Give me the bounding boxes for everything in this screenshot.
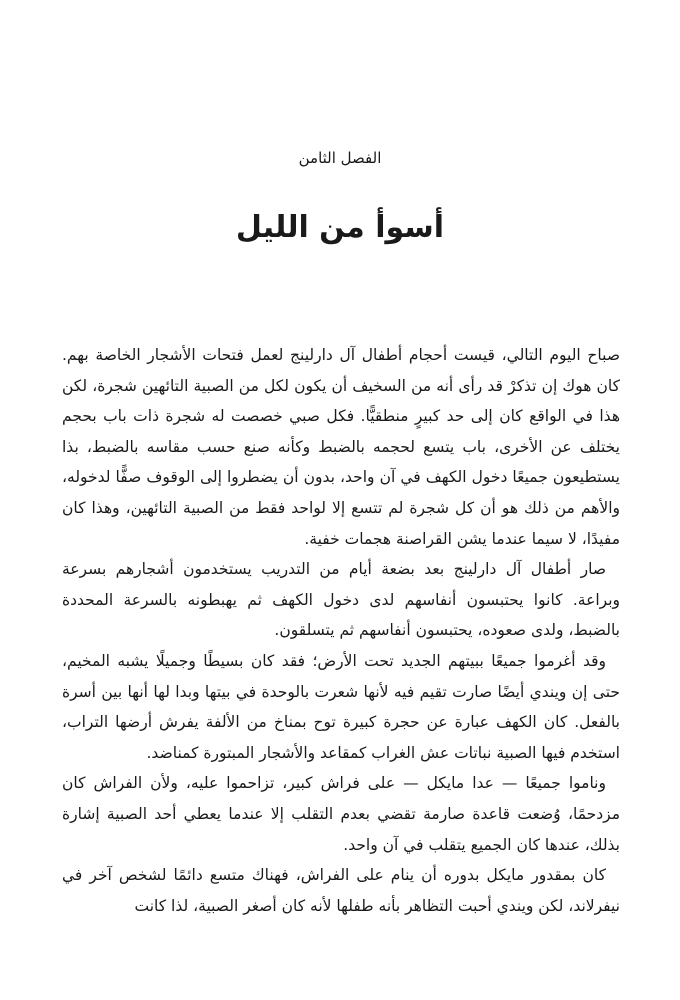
chapter-title: أسوأ من الليل bbox=[235, 210, 445, 245]
paragraph: صباح اليوم التالي، قيست أحجام أطفال آل دارلينج لعمل فتحات الأشجار الخاصة بهم. كان هوك إن تذكرْ قد رأى أنه من السخيف أن يكون لكل من الصبية التائهين شجرة، لكن هذا في الواقع كان إلى حد كبيرٍ منطقيًّا. فكل صبي خصصت له شجرة ذات باب بحجم يختلف عن الأخرى، باب يتسع لحجمه بالضبط وكأنه صنع حسب مقاسه بالضبط، بذا يستطيعون جميعًا دخول الكهف في آن واحد، بدون أن يضطروا إلى الوقوف صفًّا لدخوله، والأهم من ذلك هو أن كل شجرة لم تتسع إلا لواحد فقط من الصبية التائهين، وهذا كان مفيدًا، لا سيما عندما يشن القراصنة هجمات خفية. bbox=[62, 346, 620, 548]
paragraph: وقد أغرموا جميعًا ببيتهم الجديد تحت الأرض؛ فقد كان بسيطًا وجميلًا يشبه المخيم، حتى إن ويندي أيضًا صارت تقيم فيه لأنها شعرت بالوحدة في بيتها وبدا لها أنها بين أسرة بالفعل. كان الكهف عبارة عن حجرة كبيرة توح بمناخ من الألفة يفرش أرضها التراب، استخدم فيها الصبية نباتات عش الغراب كمقاعد والأشجار المبتورة كمناضد. bbox=[62, 651, 620, 762]
paragraph: كان بمقدور مايكل بدوره أن ينام على الفراش، فهناك متسع دائمًا لشخص آخر في نيفرلاند، لكن ويندي أحبت التظاهر بأنه طفلها لأنه كان أصغر الصبية، لذا كانت bbox=[62, 866, 620, 915]
paragraph: وناموا جميعًا — عدا مايكل — على فراش كبير، تزاحموا عليه، ولأن الفراش كان مزدحمًا، وُضعت قاعدة صارمة تقضي بعدم التقلب إلا عندما يعطي أحد الصبية إشارة بذلك، عندها كان الجميع يتقلب في آن واحد. bbox=[62, 774, 620, 854]
chapter-number-label: الفصل الثامن bbox=[298, 149, 382, 167]
paragraph: صار أطفال آل دارلينج بعد بضعة أيام من التدريب يستخدمون أشجارهم بسرعة وبراعة. كانوا يحتبسون أنفاسهم لدى دخول الكهف ثم يهبطونه بالسرعة المحددة بالضبط، ولدى صعوده، يحتبسون أنفاسهم ثم يتسلقون. bbox=[62, 560, 620, 640]
chapter-body bbox=[62, 340, 620, 921]
